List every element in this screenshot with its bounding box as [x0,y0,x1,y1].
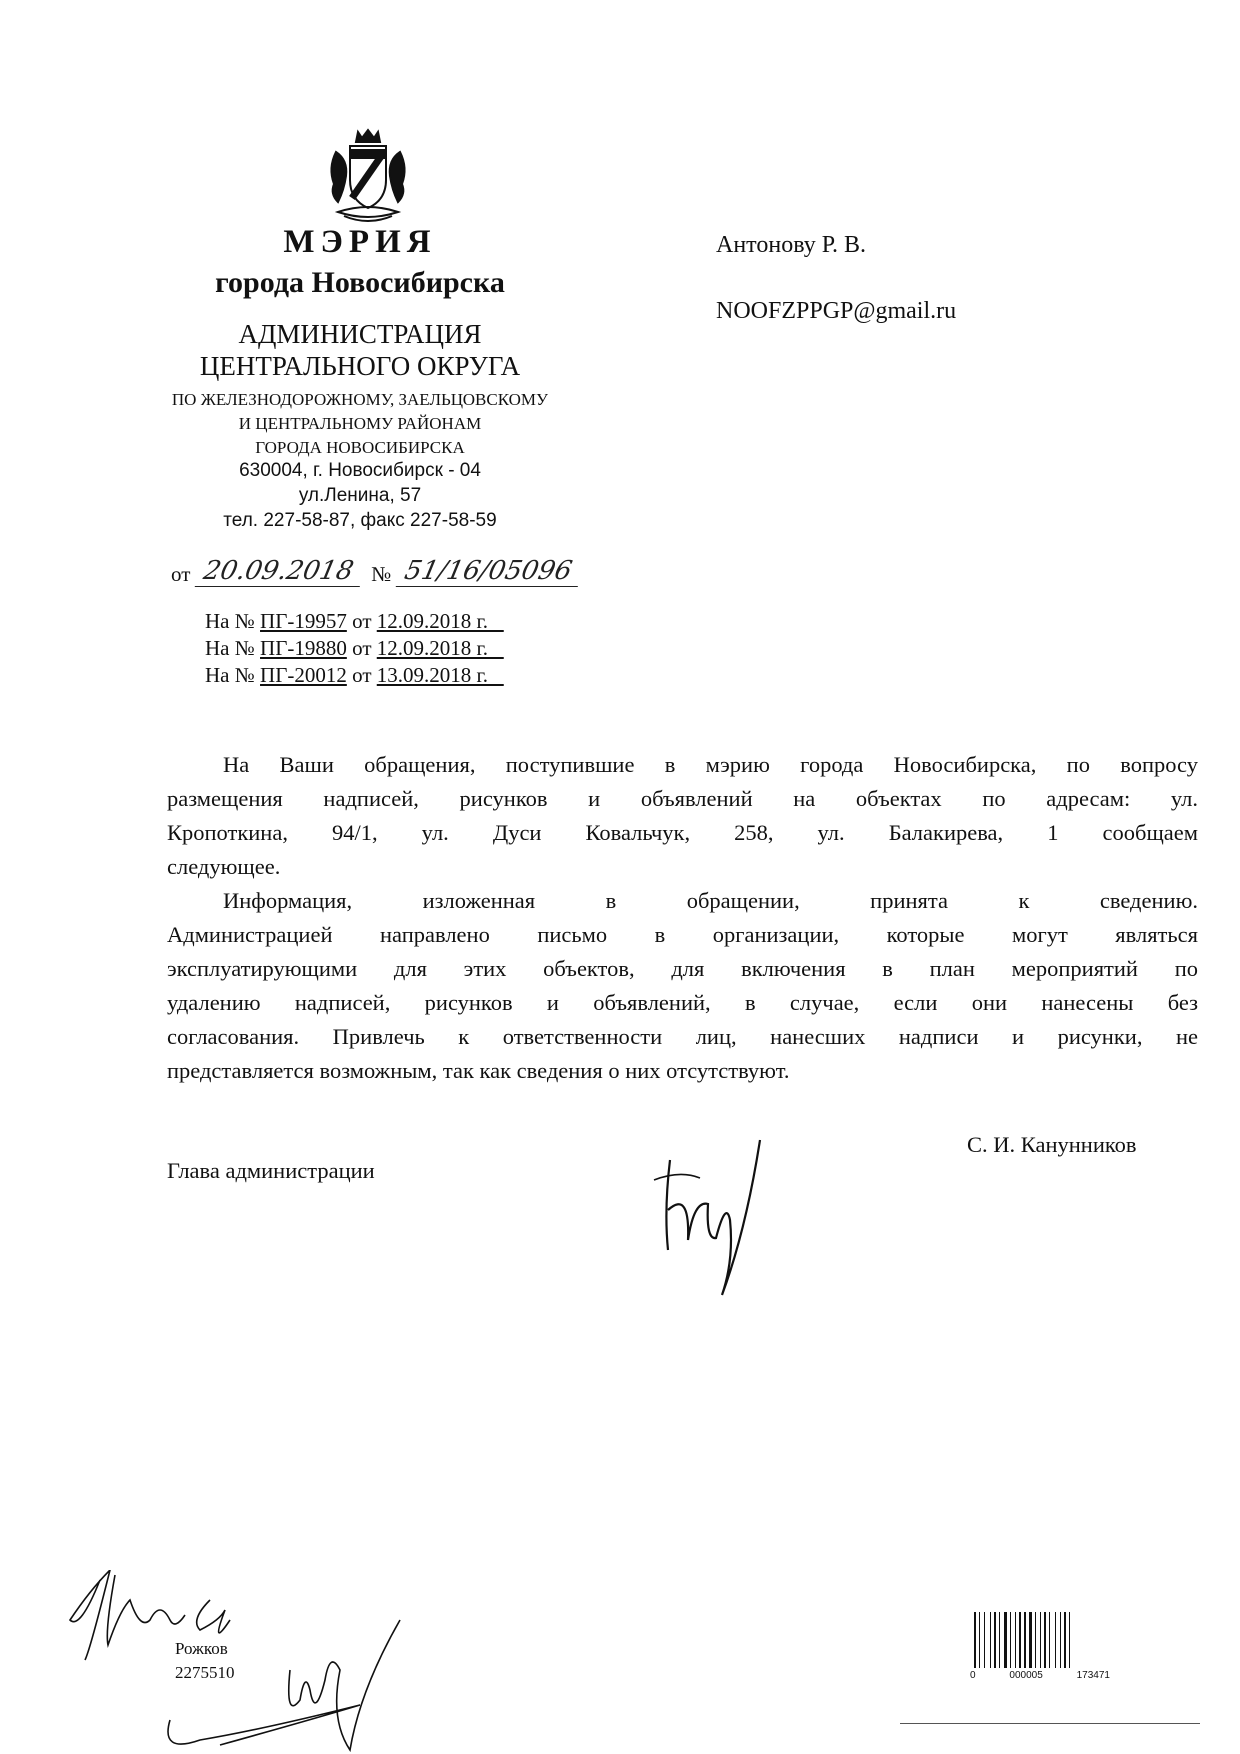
mayor-office-title: МЭРИЯ [283,224,437,260]
barcode-number [970,1670,1110,1681]
barcode-bar [1049,1612,1050,1668]
barcode-bar [979,1612,980,1668]
city-coat-of-arms-icon [322,128,414,226]
barcode-bar [1044,1612,1046,1668]
districts-line: И ЦЕНТРАЛЬНОМУ РАЙОНАМ [238,414,482,433]
handwritten-signature [650,1120,800,1300]
reference-from: от [352,636,372,660]
barcode-bar [1060,1612,1061,1668]
barcode-bar [1029,1612,1032,1668]
registration-number: 51/16/05096 [396,556,585,587]
executor-info [175,1637,235,1685]
reference-prefix: На № [205,609,255,633]
barcode-bar [1040,1612,1041,1668]
registration-date: 20.09.2018 [195,556,366,587]
body-line: Информация, изложенная в обращении, принята к сведению. [223,888,1198,913]
reference-date: 12.09.2018 г. [376,609,488,633]
reference-date: 13.09.2018 г. [376,663,488,687]
reference-list [205,608,504,689]
body-line: Кропоткина, 94/1, ул. Дуси Ковальчук, 258, ул. Балакирева, 1 сообщаем [167,820,1198,845]
reference-number: ПГ-19957 [260,609,347,633]
recipient-name: Антонову Р. В. [716,232,867,258]
barcode-digits-right: 173471 [1076,1670,1110,1681]
signatory-name: С. И. Канунников [967,1132,1137,1157]
administration-line: ЦЕНТРАЛЬНОГО ОКРУГА [199,351,521,381]
barcode-digits-middle: 000005 [1009,1670,1043,1681]
districts-line: ПО ЖЕЛЕЗНОДОРОЖНОМУ, ЗАЕЛЬЦОВСКОМУ [171,390,549,409]
body-line: удалению надписей, рисунков и объявлений, в случае, если они нанесены без [167,990,1198,1015]
districts-line: ГОРОДА НОВОСИБИРСКА [255,438,465,457]
reference-from: от [352,663,372,687]
executor-name: Рожков [175,1639,228,1658]
barcode-bar [1069,1612,1070,1668]
barcode-bar [1015,1612,1016,1668]
body-line: размещения надписей, рисунков и объявлений на объектах по адресам: ул. [167,786,1198,811]
recipient-email: NOOFZPPGP@gmail.ru [716,298,957,324]
barcode-bar [1055,1612,1056,1668]
body-line: представляется возможным, так как сведения о них отсутствуют. [167,1058,790,1083]
reference-item [205,635,504,662]
barcode-digits-left: 0 [970,1670,976,1681]
registration-line [171,556,582,587]
address-line: ул.Ленина, 57 [298,485,422,506]
reference-number: ПГ-20012 [260,663,347,687]
body-line: Администрацией направлено письмо в организации, которые могут являться [167,922,1198,947]
phone-fax: тел. 227-58-87, факс 227-58-59 [223,510,497,531]
reference-item [205,608,504,635]
executor-phone: 2275510 [175,1663,235,1682]
barcode-bar [990,1612,991,1668]
barcode-bar [984,1612,985,1668]
administration-title [120,318,600,382]
body-line: согласования. Привлечь к ответственности лиц, нанесших надписи и рисунки, не [167,1024,1198,1049]
reference-prefix: На № [205,663,255,687]
from-label: от [171,562,191,586]
barcode-bar [1035,1612,1036,1668]
reference-prefix: На № [205,636,255,660]
letter-body [167,748,1198,1088]
divider [900,1723,1200,1724]
barcode-bar [1010,1612,1011,1668]
address-block [120,458,600,533]
barcode-bar [1004,1612,1007,1668]
administration-line: АДМИНИСТРАЦИЯ [238,319,482,349]
address-line: 630004, г. Новосибирск - 04 [239,460,481,481]
body-line: эксплуатирующими для этих объектов, для включения в план мероприятий по [167,956,1198,981]
barcode-bar [999,1612,1000,1668]
barcode-bar [974,1612,976,1668]
barcode-bar [994,1612,996,1668]
barcode-bar [1024,1612,1026,1668]
document-barcode [970,1612,1110,1672]
city-title: города Новосибирска [215,266,505,299]
reference-number: ПГ-19880 [260,636,347,660]
reference-date: 12.09.2018 г. [376,636,488,660]
body-line: следующее. [167,854,281,879]
districts [120,388,600,460]
barcode-bar [1064,1612,1066,1668]
barcode-bar [1019,1612,1021,1668]
approval-signatures [60,1570,480,1754]
reference-from: от [352,609,372,633]
signatory-title: Глава администрации [167,1158,375,1183]
reference-item [205,662,504,689]
number-label: № [371,562,392,586]
body-line: На Ваши обращения, поступившие в мэрию города Новосибирска, по вопросу [223,752,1198,777]
